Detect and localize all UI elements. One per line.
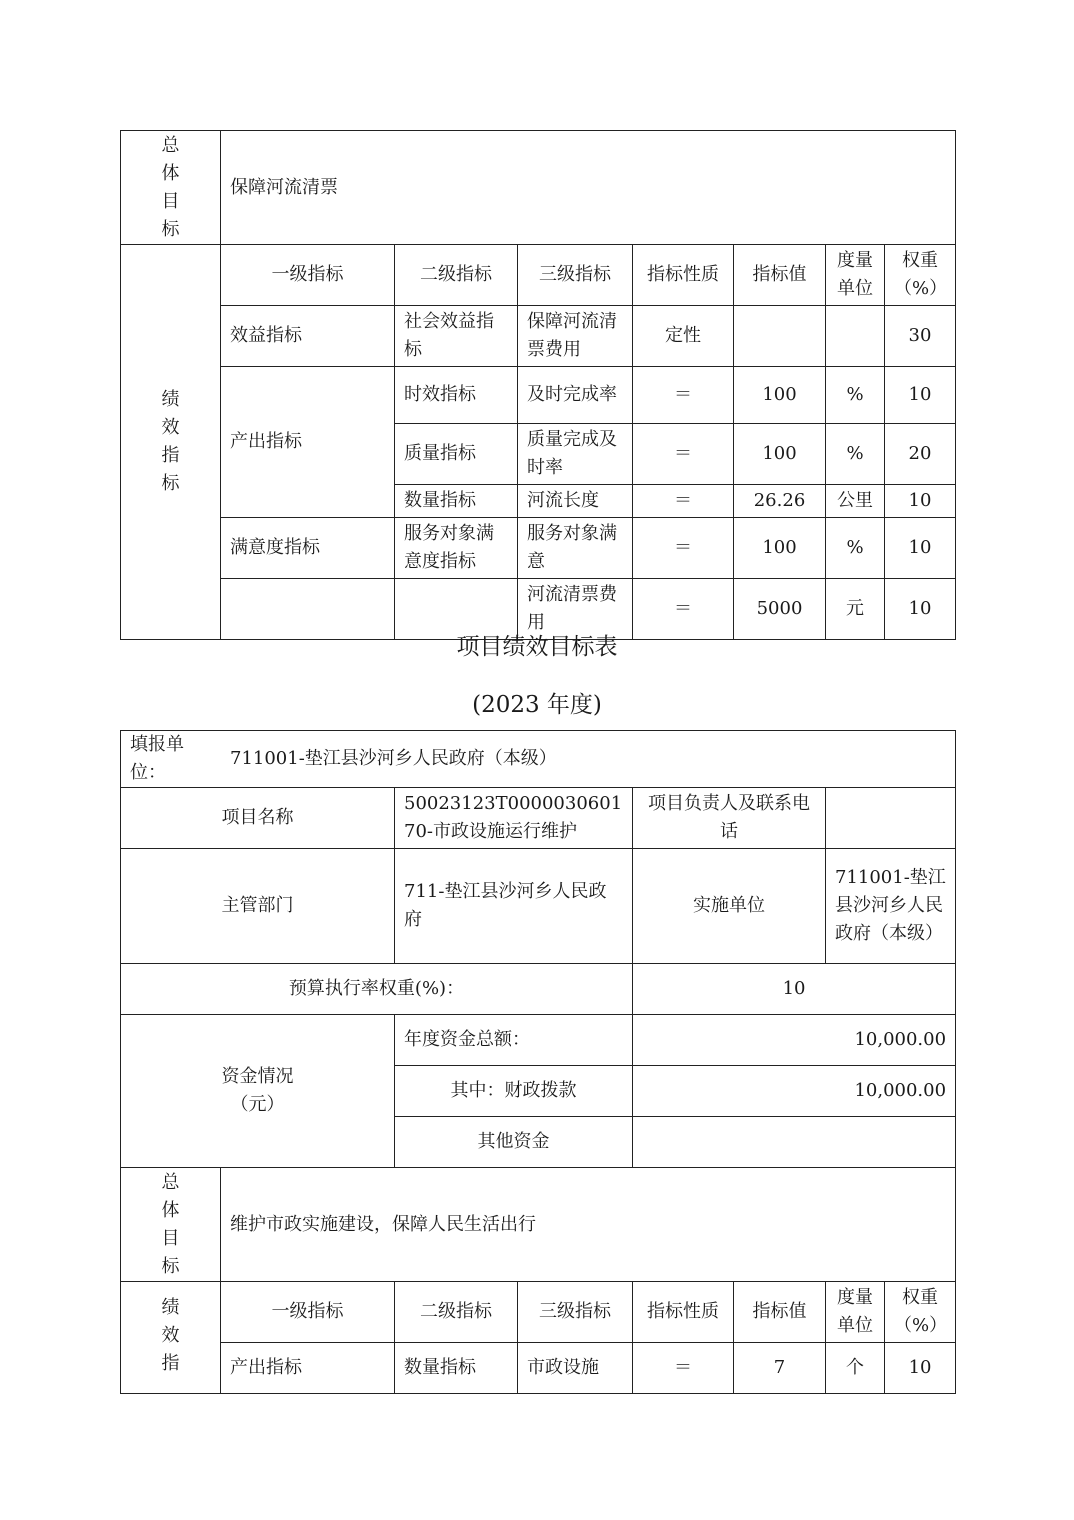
level3-cell: 河流清票费用 <box>518 579 633 640</box>
level2-cell: 社会效益指标 <box>395 306 518 367</box>
performance-table-continued <box>120 130 956 640</box>
unit-cell: % <box>826 518 885 579</box>
value-cell: 100 <box>734 367 826 424</box>
level3-cell: 市政设施 <box>518 1343 633 1394</box>
header-level3: 三级指标 <box>518 245 633 306</box>
other-funds-value <box>633 1117 956 1168</box>
unit-cell: % <box>826 367 885 424</box>
weight-cell: 10 <box>885 1343 956 1394</box>
header-unit: 度量单位 <box>826 245 885 306</box>
header-value: 指标值 <box>734 245 826 306</box>
annual-total-value: 10,000.00 <box>633 1015 956 1066</box>
project-name-value: 50023123T000003060170-市政设施运行维护 <box>395 788 633 849</box>
value-cell: 100 <box>734 518 826 579</box>
supervising-dept-value: 711-垫江县沙河乡人民政府 <box>395 849 633 964</box>
unit-cell: 公里 <box>826 485 885 518</box>
level3-cell: 保障河流清票费用 <box>518 306 633 367</box>
level3-cell: 质量完成及时率 <box>518 424 633 485</box>
level2-cell: 服务对象满意度指标 <box>395 518 518 579</box>
reporting-unit-row <box>121 731 956 788</box>
reporting-unit-value: 711001-垫江县沙河乡人民政府（本级） <box>230 748 557 769</box>
fiscal-funds-label: 其中：财政拨款 <box>395 1066 633 1117</box>
header-unit: 度量单位 <box>826 1282 885 1343</box>
value-cell <box>734 306 826 367</box>
level2-cell: 时效指标 <box>395 367 518 424</box>
year-subtitle: (2023 年度) <box>472 692 602 718</box>
table-row <box>121 367 956 424</box>
page-title: 项目绩效目标表 <box>456 634 618 660</box>
value-cell: 100 <box>734 424 826 485</box>
weight-cell: 20 <box>885 424 956 485</box>
implementing-unit-value: 711001-垫江县沙河乡人民政府（本级） <box>826 849 956 964</box>
fiscal-funds-value: 10,000.00 <box>633 1066 956 1117</box>
project-name-label: 项目名称 <box>121 788 395 849</box>
level2-cell: 数量指标 <box>395 485 518 518</box>
value-cell: 26.26 <box>734 485 826 518</box>
table-row <box>121 1343 956 1394</box>
header-level1: 一级指标 <box>221 1282 395 1343</box>
nature-cell: ＝ <box>633 424 734 485</box>
budget-rate-label: 预算执行率权重(%)： <box>121 964 633 1015</box>
level3-cell: 服务对象满意 <box>518 518 633 579</box>
nature-cell: 定性 <box>633 306 734 367</box>
unit-cell: % <box>826 424 885 485</box>
header-nature: 指标性质 <box>633 1282 734 1343</box>
level1-cell: 满意度指标 <box>221 518 395 579</box>
other-funds-label: 其他资金 <box>395 1117 633 1168</box>
nature-cell: ＝ <box>633 1343 734 1394</box>
reporting-unit-label: 填报单位： <box>130 734 184 783</box>
overall-goal-label: 总 体 目 标 <box>121 131 221 245</box>
level1-cell: 产出指标 <box>221 1343 395 1394</box>
budget-rate-value: 10 <box>633 964 956 1015</box>
header-nature: 指标性质 <box>633 245 734 306</box>
header-weight: 权重（%） <box>885 1282 956 1343</box>
table-row <box>121 306 956 367</box>
nature-cell: ＝ <box>633 518 734 579</box>
weight-cell: 10 <box>885 518 956 579</box>
header-level1: 一级指标 <box>221 245 395 306</box>
header-level2: 二级指标 <box>395 1282 518 1343</box>
level2-cell: 数量指标 <box>395 1343 518 1394</box>
level1-cell: 产出指标 <box>221 367 395 518</box>
table-row <box>121 518 956 579</box>
header-weight: 权重（%） <box>885 245 956 306</box>
funds-label: 资金情况（元） <box>121 1015 395 1168</box>
value-cell: 7 <box>734 1343 826 1394</box>
level3-cell: 及时完成率 <box>518 367 633 424</box>
weight-cell: 10 <box>885 367 956 424</box>
unit-cell <box>826 306 885 367</box>
header-level2: 二级指标 <box>395 245 518 306</box>
nature-cell: ＝ <box>633 367 734 424</box>
contact-value <box>826 788 956 849</box>
annual-total-label: 年度资金总额： <box>395 1015 633 1066</box>
nature-cell: ＝ <box>633 485 734 518</box>
weight-cell: 10 <box>885 579 956 640</box>
weight-cell: 30 <box>885 306 956 367</box>
contact-label: 项目负责人及联系电话 <box>633 788 826 849</box>
implementing-unit-label: 实施单位 <box>633 849 826 964</box>
unit-cell: 元 <box>826 579 885 640</box>
level2-cell: 质量指标 <box>395 424 518 485</box>
value-cell: 5000 <box>734 579 826 640</box>
level3-cell: 河流长度 <box>518 485 633 518</box>
overall-goal-text: 维护市政实施建设，保障人民生活出行 <box>221 1168 956 1282</box>
performance-indicator-label: 绩 效 指 标 <box>121 245 221 640</box>
unit-cell: 个 <box>826 1343 885 1394</box>
performance-indicator-label: 绩 效 指 <box>121 1282 221 1394</box>
overall-goal-text: 保障河流清票 <box>221 131 956 245</box>
overall-goal-label: 总 体 目 标 <box>121 1168 221 1282</box>
nature-cell: ＝ <box>633 579 734 640</box>
project-performance-table <box>120 730 956 1394</box>
supervising-dept-label: 主管部门 <box>121 849 395 964</box>
header-value: 指标值 <box>734 1282 826 1343</box>
level1-cell: 效益指标 <box>221 306 395 367</box>
weight-cell: 10 <box>885 485 956 518</box>
header-level3: 三级指标 <box>518 1282 633 1343</box>
